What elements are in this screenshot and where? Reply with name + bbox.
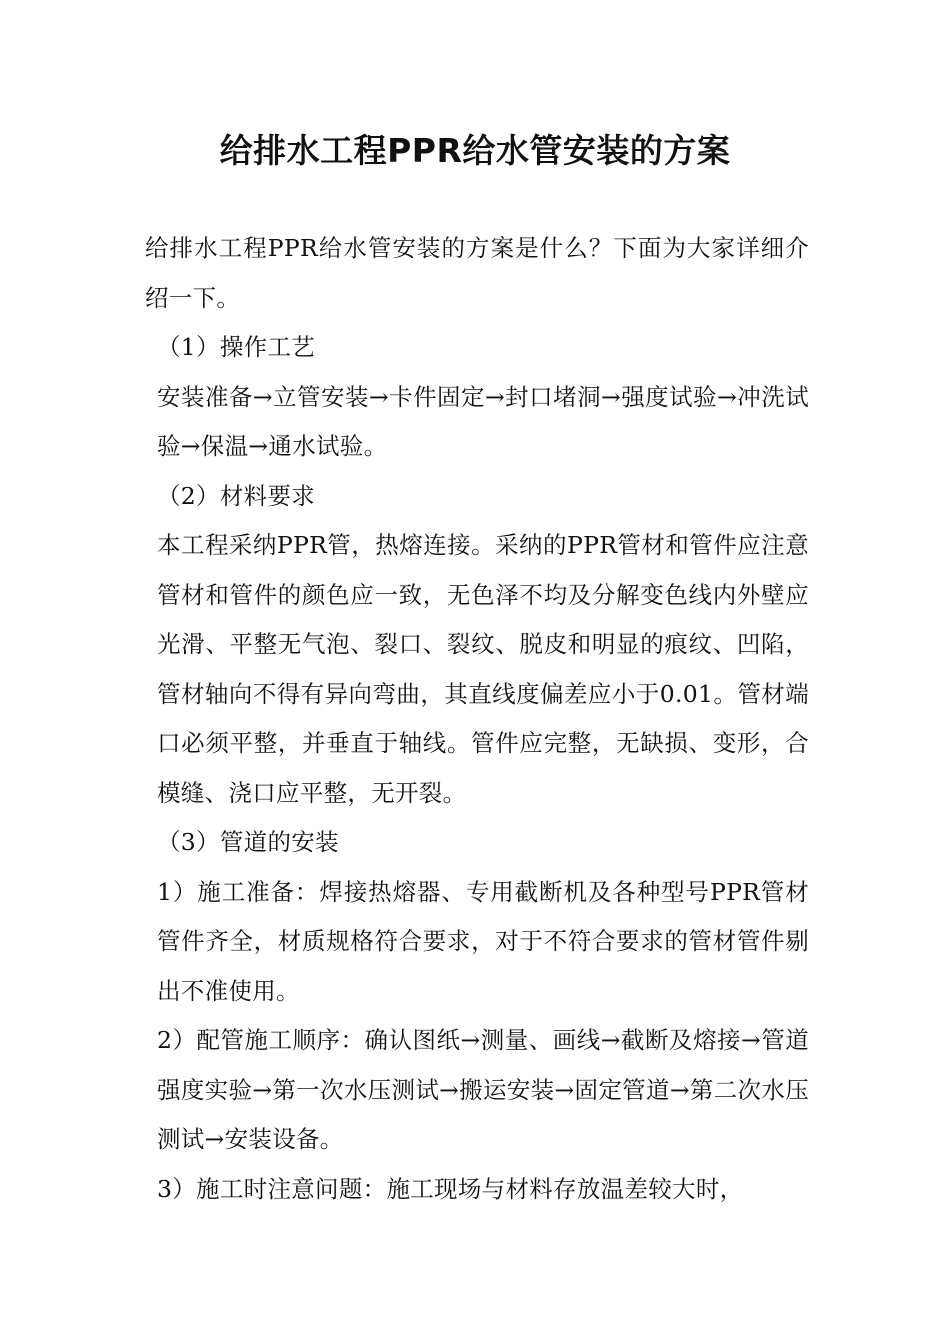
- materials-paragraph: 本工程采纳PPR管，热熔连接。采纳的PPR管材和管件应注意管材和管件的颜色应一致，无色泽不均及分解变色线内外壁应光滑、平整无气泡、裂口、裂纹、脱皮和明显的痕纹、凹陷，管材轴向不得有异向弯曲，其直线度偏差应小于0.01。管材端口必须平整，并垂直于轴线。管件应完整，无缺损、变形，合模缝、浇口应平整，无开裂。: [157, 531, 809, 807]
- intro-paragraph: 给排水工程PPR给水管安装的方案是什么？下面为大家详细介绍一下。: [145, 234, 809, 312]
- section-heading-installation: （3）管道的安装: [157, 828, 339, 856]
- preparation-paragraph: 1）施工准备：焊接热熔器、专用截断机及各种型号PPR管材管件齐全，材质规格符合要求，对于不符合要求的管材管件剔出不准使用。: [157, 877, 809, 1005]
- process-paragraph: 安装准备→立管安装→卡件固定→封口堵洞→强度试验→冲洗试验→保温→通水试验。: [157, 382, 809, 460]
- document-body: [145, 224, 809, 1214]
- document-title: 给排水工程PPR给水管安装的方案: [219, 131, 731, 170]
- section-heading-materials: （2）材料要求: [157, 481, 316, 510]
- sequence-paragraph: 2）配管施工顺序：确认图纸→测量、画线→截断及熔接→管道强度实验→第一次水压测试→搬运安装→固定管道→第二次水压测试→安装设备。: [157, 1026, 809, 1153]
- section-heading-process: （1）操作工艺: [157, 333, 316, 361]
- notes-paragraph: 3）施工时注意问题：施工现场与材料存放温差较大时，: [157, 1174, 744, 1203]
